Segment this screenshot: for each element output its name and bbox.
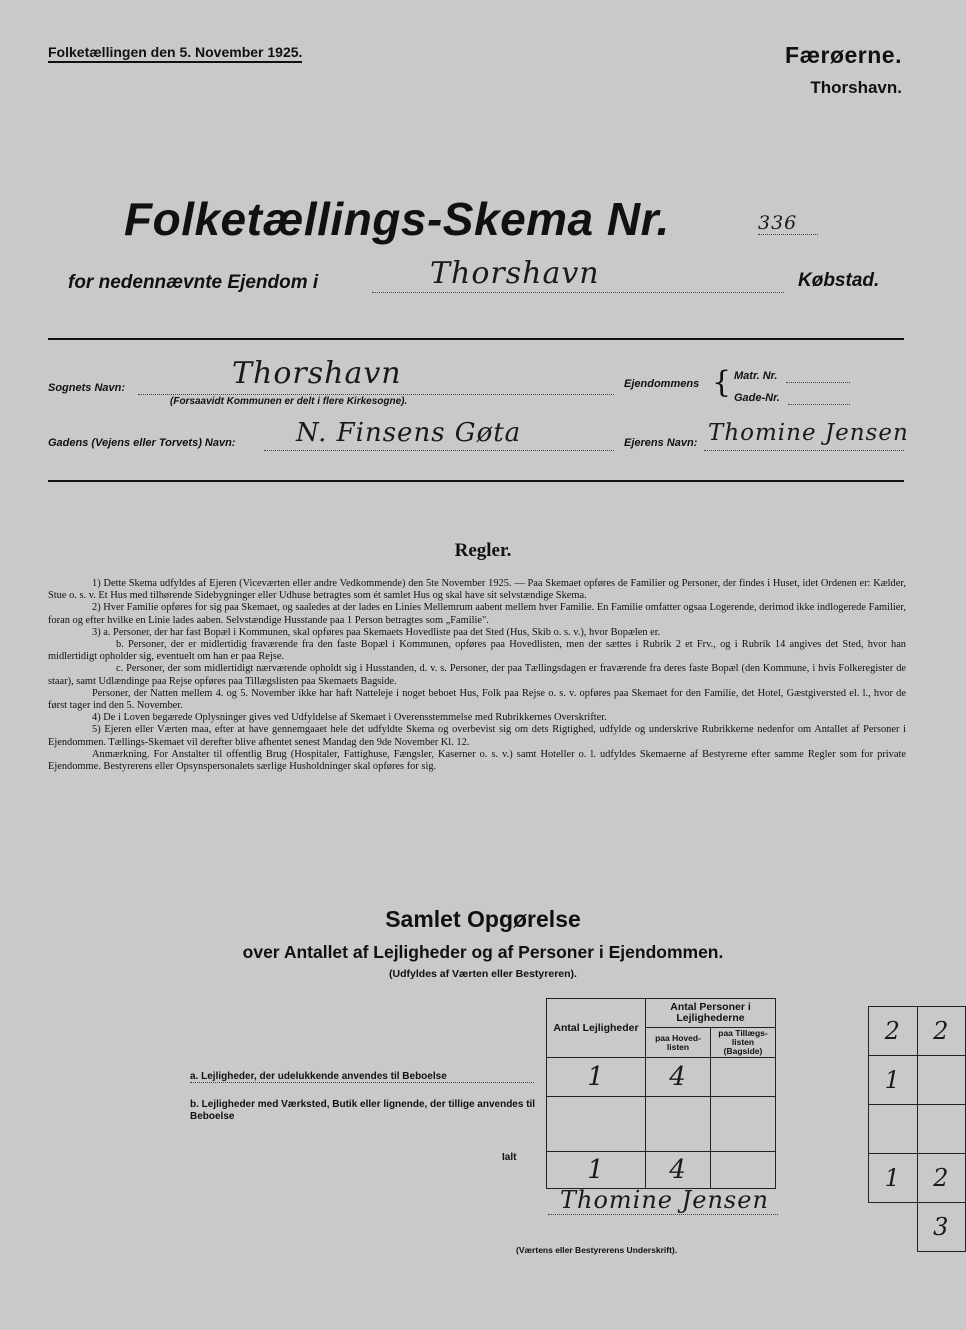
rule-1: 1) Dette Skema udfyldes af Ejeren (Viceværten eller andre Vedkommende) den 5te November 1925. — Paa Skemaet opføres de Familier og Personer, der findes i Huset, idet Ordenen er: Kælder, Stue o. s. v. Et Hus med tilhørende Sidebygninger eller Udhuse betragtes som ét samlet Hus og skal have sit selvstændige Skema. — [48, 578, 906, 602]
kobstad-label: Købstad. — [798, 270, 880, 291]
col-supp-list-header: paa Tillægs-listen (Bagside) — [711, 1028, 776, 1058]
total-label: Ialt — [502, 1152, 517, 1163]
owner-label: Ejerens Navn: — [624, 437, 698, 449]
row-a-main: 4 — [646, 1058, 711, 1097]
side-r5c2: 3 — [917, 1203, 966, 1252]
total-supp — [711, 1152, 776, 1189]
form-title: Folketællings-Skema Nr. — [124, 193, 670, 245]
rules-note: Anmærkning. For Anstalter til offentlig Brug (Hospitaler, Fattighuse, Fængsler, Kaserner o. s. v.) samt Hoteller o. l. udfyldes Skemaerne af Bestyrerne efter samme Regler som for private Ejendomme. Bestyrerens eller Opsynspersonalets særlige Husholdninger skal opføres for sig. — [48, 748, 906, 773]
row-b-apartments — [547, 1097, 646, 1152]
property-label: Ejendommens — [624, 378, 700, 390]
rule-3d: Personer, der Natten mellem 4. og 5. November ikke har haft Natteleje i noget beboet Hus, Folk paa Rejse o. s. v. opføres paa Skemaet for den Familie, det Hotel, Gæstgiversted el. l., hvor de først tager ind den 5. November. — [48, 687, 906, 712]
parish-value: Thorshavn — [232, 356, 402, 391]
side-tally-grid — [868, 1006, 966, 1252]
divider-top — [48, 338, 904, 340]
row-a-label: a. Lejligheder, der udelukkende anvendes til Beboelse — [190, 1071, 534, 1083]
parish-line — [138, 394, 614, 395]
rule-5: 5) Ejeren eller Værten maa, efter at have gennemgaaet hele det udfyldte Skema og overbevist sig om dets Rigtighed, udfylde og underskrive Rubrikkerne nedenfor om Antallet af Personer i Ejendommen. Tællings-Skemaet vil derefter blive afhentet senest Mandag den 9de November Kl. 12. — [48, 724, 906, 748]
street-value: N. Finsens Gøta — [296, 418, 522, 448]
side-r4c1: 1 — [869, 1154, 918, 1203]
rule-3b: b. Personer, der er midlertidig fraværende fra den faste Bopæl i Kommunen, opføres paa Hovedlisten, men der sættes i Rubrik 2 et Frv., og i Rubrik 14 angives det Sted, hvor han midlertidigt opholder sig, eventuelt om han er paa Rejse. — [48, 639, 906, 663]
rule-3c: c. Personer, der som midlertidigt nærværende opholdt sig i Husstanden, d. v. s. Personer, der paa Tællingsdagen er fraværende fra deres faste Bopæl (den Kommune, i hvis Folkeregister de staar), samt Udlændinge paa Rejse opføres paa Tillægslisten paa Skemaets Bagside. — [48, 663, 906, 687]
census-date-line: Folketællingen den 5. November 1925. — [48, 44, 302, 63]
col-persons-header: Antal Personer i Lejlighederne — [646, 999, 776, 1028]
matr-line — [786, 382, 850, 383]
side-r5c1 — [869, 1203, 918, 1252]
parish-note: (Forsaavidt Kommunen er delt i flere Kirkesogne). — [170, 396, 408, 407]
form-number: 336 — [758, 212, 818, 235]
row-b-main — [646, 1097, 711, 1152]
rules-heading: Regler. — [454, 540, 512, 561]
owner-line — [704, 450, 904, 451]
summary-instruction: (Udfyldes af Værten eller Bestyreren). — [389, 968, 577, 980]
row-a-supp — [711, 1058, 776, 1097]
property-prefix: for nedennævnte Ejendom i — [68, 272, 319, 293]
rule-2: 2) Hver Familie opføres for sig paa Skemaet, og saaledes at der lades en Linies Mellemrum aabent mellem hver Familie. En Familie omfatter ogsaa Logerende, derimod ikke indlogerede Familier, foran og efter hvilke en Linie lades aaben. Selvstændige Husstande paa 1 Person betragtes som „Familie". — [48, 602, 906, 626]
summary-title: Samlet Opgørelse — [385, 906, 581, 932]
row-a-apartments: 1 — [547, 1058, 646, 1097]
summary-subtitle: over Antallet af Lejligheder og af Personer i Ejendommen. — [242, 942, 724, 962]
rules-text — [48, 578, 906, 773]
rule-3a: 3) a. Personer, der har fast Bopæl i Kommunen, skal opføres paa Skemaets Hovedliste paa det Sted (Hus, Skib o. s. v.), hvor Bopælen er. — [92, 626, 661, 638]
side-r3c1 — [869, 1105, 918, 1154]
gade-line — [788, 404, 850, 405]
street-label: Gadens (Vejens eller Torvets) Navn: — [48, 437, 236, 449]
rule-4: 4) De i Loven begærede Oplysninger gives ved Udfyldelse af Skemaet i Overensstemmelse med Rubrikkernes Overskrifter. — [92, 712, 607, 724]
property-brace: { — [712, 365, 732, 400]
region-name: Færøerne. — [785, 42, 902, 68]
summary-table — [546, 998, 776, 1189]
gade-label: Gade-Nr. — [734, 392, 780, 404]
side-r3c2 — [917, 1105, 966, 1154]
side-r4c2: 2 — [917, 1154, 966, 1203]
side-r1c1: 2 — [869, 1007, 918, 1056]
street-line — [264, 450, 614, 451]
side-r1c2: 2 — [917, 1007, 966, 1056]
col-main-list-header: paa Hoved-listen — [646, 1028, 711, 1058]
total-apartments: 1 — [547, 1152, 646, 1189]
town-name: Thorshavn. — [810, 78, 902, 97]
property-town-line — [372, 292, 784, 293]
property-town-value: Thorshavn — [430, 256, 600, 291]
side-r2c1: 1 — [869, 1056, 918, 1105]
row-b-label: b. Lejligheder med Værksted, Butik eller lignende, der tillige anvendes til Beboelse — [190, 1099, 536, 1122]
side-r2c2 — [917, 1056, 966, 1105]
owner-value: Thomine Jensen — [708, 420, 909, 446]
total-main: 4 — [646, 1152, 711, 1189]
row-b-supp — [711, 1097, 776, 1152]
matr-label: Matr. Nr. — [734, 370, 778, 382]
signature-line — [548, 1214, 778, 1215]
parish-label: Sognets Navn: — [48, 382, 126, 394]
signature-caption: (Værtens eller Bestyrerens Underskrift). — [516, 1245, 678, 1255]
col-apartments-header: Antal Lejligheder — [547, 999, 646, 1058]
signature: Thomine Jensen — [560, 1186, 769, 1214]
divider-bottom — [48, 480, 904, 482]
